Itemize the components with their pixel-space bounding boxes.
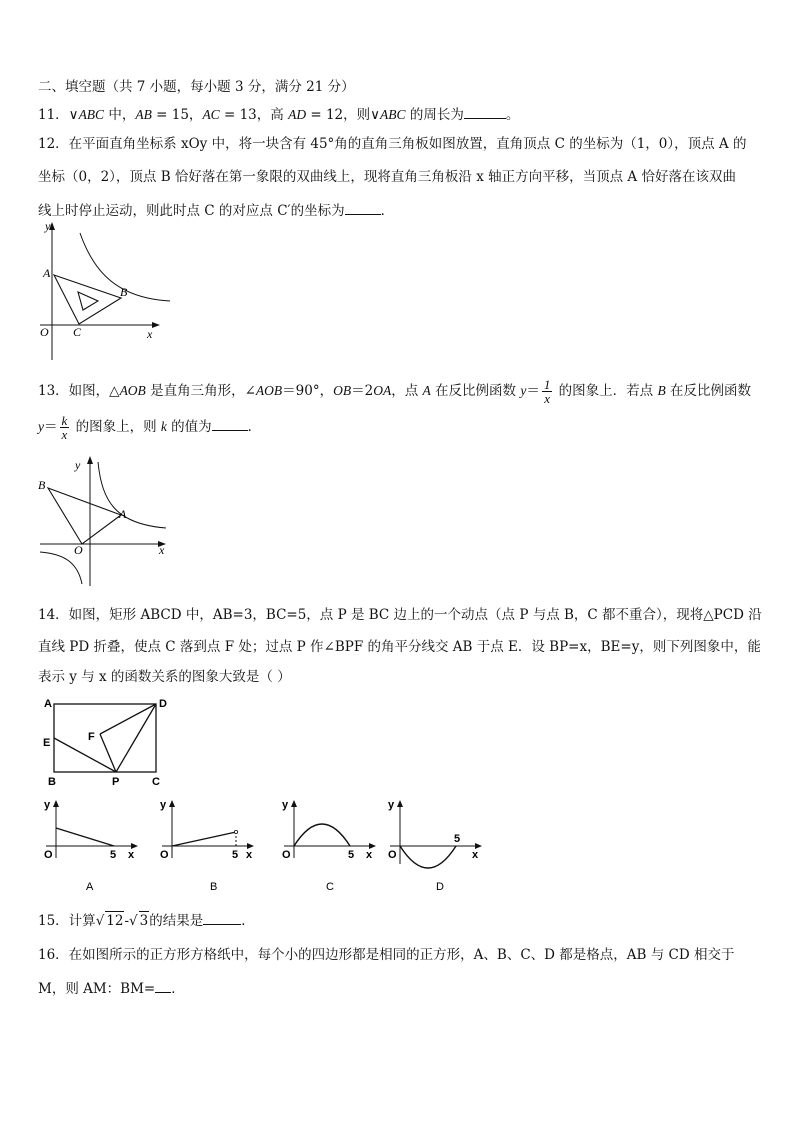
q12-line-3-end: ． [380, 203, 395, 219]
q15-end: ． [241, 913, 255, 929]
label-d: D [159, 698, 167, 710]
q11-end: 。 [505, 107, 520, 123]
fraction-1-over-x [542, 378, 553, 405]
segment-ep [54, 738, 116, 772]
question-12-line-3 [38, 200, 394, 220]
q13-eq1: ＝ [526, 383, 540, 399]
triangle-aob [48, 488, 121, 544]
segment-pf [100, 734, 116, 772]
q13-t10: 的值为 [166, 419, 212, 435]
label-y: y [45, 219, 51, 233]
label-5: 5 [232, 849, 239, 861]
label-y: y [388, 799, 395, 811]
q13-eq2: ＝ [44, 419, 58, 435]
label-x: x [159, 543, 165, 557]
sqrt-3: 3 [139, 913, 149, 929]
label-5: 5 [110, 849, 117, 861]
y-axis-arrow [291, 800, 297, 807]
question-11 [38, 104, 519, 124]
answer-blank[interactable] [464, 104, 506, 119]
graph-curve [294, 824, 350, 846]
q11-triangle: ABC [78, 107, 105, 122]
q16-line-2-end: ． [171, 981, 185, 997]
label-y: y [75, 458, 81, 472]
q13-a: A [422, 383, 431, 398]
question-15: 15．计算√ 12-√ 3的结果是 ． [38, 910, 255, 930]
option-label-c[interactable]: C [326, 881, 334, 893]
q11-mid: 中， [104, 107, 136, 123]
q15-minus: - [124, 913, 130, 929]
q11-ac: AC [202, 107, 220, 122]
q11-eq15: = 15， [151, 107, 203, 123]
graph-option-d [380, 798, 490, 894]
option-label-a[interactable]: A [86, 881, 94, 893]
q11-prefix: 11．∨ [38, 107, 79, 123]
label-o: O [282, 849, 291, 861]
q13-t4: ＝2 [351, 383, 374, 399]
question-16-line-1: 16．在如图所示的正方形方格纸中，每个小的四边形都是相同的正方形，A、B、C、D 都是格点，AB 与 CD 相交于 [38, 947, 735, 963]
q11-eq13: = 13，高 [219, 107, 289, 123]
label-x: x [147, 327, 153, 341]
question-12-line-2: 坐标（0，2），顶点 B 恰好落在第一象限的双曲线上，现将直角三角板沿 x 轴正方向平移，当顶点 A 恰好落在该双曲 [38, 169, 736, 185]
label-b: B [120, 285, 128, 299]
label-x: x [366, 849, 373, 861]
option-label-d[interactable]: D [436, 881, 444, 893]
q13-k: k [160, 419, 167, 434]
graph-line [172, 832, 236, 846]
q12-line-3-text: 线上时停止运动，则此时点 C 的对应点 C′的坐标为 [38, 203, 345, 219]
label-a: A [44, 698, 52, 710]
q13-t6: 在反比例函数 [430, 383, 521, 399]
q13-t7: 的图象上．若点 [554, 383, 658, 399]
label-x: x [246, 849, 253, 861]
q11-triangle-2: ABC [380, 107, 406, 122]
q13-t1: 13．如图，△ [38, 383, 120, 399]
label-f: F [88, 731, 95, 743]
frac-den: x [544, 391, 550, 406]
q15-prefix: 15．计算 [38, 913, 96, 929]
answer-blank[interactable] [345, 200, 381, 215]
label-y: y [160, 799, 167, 811]
q12-figure [36, 218, 176, 368]
q15-mid: 的结果是 [149, 913, 204, 929]
y-axis-arrow [87, 456, 93, 464]
label-c: C [152, 776, 160, 788]
q13-t2: 是直角三角形，∠ [145, 383, 256, 399]
q11-ad: AD [288, 107, 307, 122]
q11-suffix: 的周长为 [405, 107, 464, 123]
question-14-line-2: 直线 PD 折叠，使点 C 落到点 F 处；过点 P 作∠BPF 的角平分线交 AB 于点 E．设 BP=x，BE=y，则下列图象中，能 [38, 639, 761, 655]
label-e: E [43, 737, 51, 749]
q11-eq12: = 12，则∨ [306, 107, 381, 123]
graph-line [56, 828, 114, 846]
hyperbola-branch-1 [98, 462, 166, 528]
label-b: B [48, 776, 56, 788]
q16-line-2-text: M，则 AM：BM= [38, 981, 156, 997]
option-label-b[interactable]: B [210, 881, 218, 893]
label-o: O [388, 849, 397, 861]
q11-ab: AB [135, 107, 152, 122]
q13-ob: OB [333, 383, 352, 398]
q13-t9: 的图象上，则 [71, 419, 161, 435]
q13-aob-2: AOB [255, 383, 283, 398]
answer-blank[interactable] [155, 978, 171, 993]
y-axis-arrow [169, 800, 175, 807]
label-y: y [44, 799, 51, 811]
label-x: x [472, 849, 479, 861]
q13-t8: 在反比例函数 [665, 383, 751, 399]
question-12-line-1: 12．在平面直角坐标系 xOy 中，将一块含有 45°角的直角三角板如图放置，直角顶点 C 的坐标为（1，0），顶点 A 的 [38, 136, 747, 152]
question-16-line-2 [38, 978, 185, 998]
rectangle-abcd [54, 704, 156, 772]
question-13-line-1 [38, 378, 751, 405]
label-o: O [160, 849, 169, 861]
label-a: A [119, 507, 127, 521]
label-5: 5 [348, 849, 355, 861]
section-title: 二、填空题（共 7 小题，每小题 3 分，满分 21 分） [38, 79, 355, 95]
label-a: A [43, 266, 51, 280]
q13-y2: y [38, 419, 44, 434]
q13-oa: OA [373, 383, 392, 398]
q13-aob: AOB [119, 383, 146, 398]
triangle-inner [78, 292, 98, 310]
label-c: C [73, 325, 82, 339]
label-b: B [38, 478, 46, 492]
q13-b: B [657, 383, 666, 398]
fraction-k-over-x [60, 414, 70, 441]
question-14-line-1: 14．如图，矩形 ABCD 中，AB=3，BC=5，点 P 是 BC 边上的一个动点（点 P 与点 B，C 都不重合），现将△PCD 沿 [38, 607, 762, 623]
graph-option-b [152, 798, 262, 894]
label-o: O [44, 849, 53, 861]
label-p: P [112, 776, 120, 788]
answer-blank[interactable] [212, 416, 248, 431]
q13-figure [34, 452, 174, 592]
open-endpoint [234, 830, 237, 833]
q13-t3: ＝90°， [282, 383, 334, 399]
q13-y1: y [520, 383, 527, 398]
y-axis-arrow [53, 800, 59, 807]
q14-rectangle-figure [36, 694, 176, 790]
q13-end: ． [247, 419, 262, 435]
frac-num: k [61, 413, 68, 428]
graph-curve [400, 846, 456, 868]
label-o: O [40, 325, 49, 339]
frac-num: 1 [543, 377, 551, 392]
label-5: 5 [454, 833, 461, 845]
graph-option-c [274, 798, 384, 894]
graph-option-a [36, 798, 146, 894]
x-axis-arrow [152, 322, 160, 328]
question-13-line-2 [38, 414, 261, 441]
triangle-abc [54, 275, 121, 324]
label-x: x [128, 849, 135, 861]
y-axis-arrow [397, 800, 403, 807]
sqrt-12: 12 [106, 913, 124, 929]
answer-blank[interactable] [203, 910, 241, 925]
label-o: O [74, 543, 83, 557]
label-y: y [282, 799, 289, 811]
question-14-line-3: 表示 y 与 x 的函数关系的图象大致是（ ） [38, 669, 291, 685]
frac-den: x [61, 427, 68, 442]
q13-t5: ，点 [391, 383, 423, 399]
